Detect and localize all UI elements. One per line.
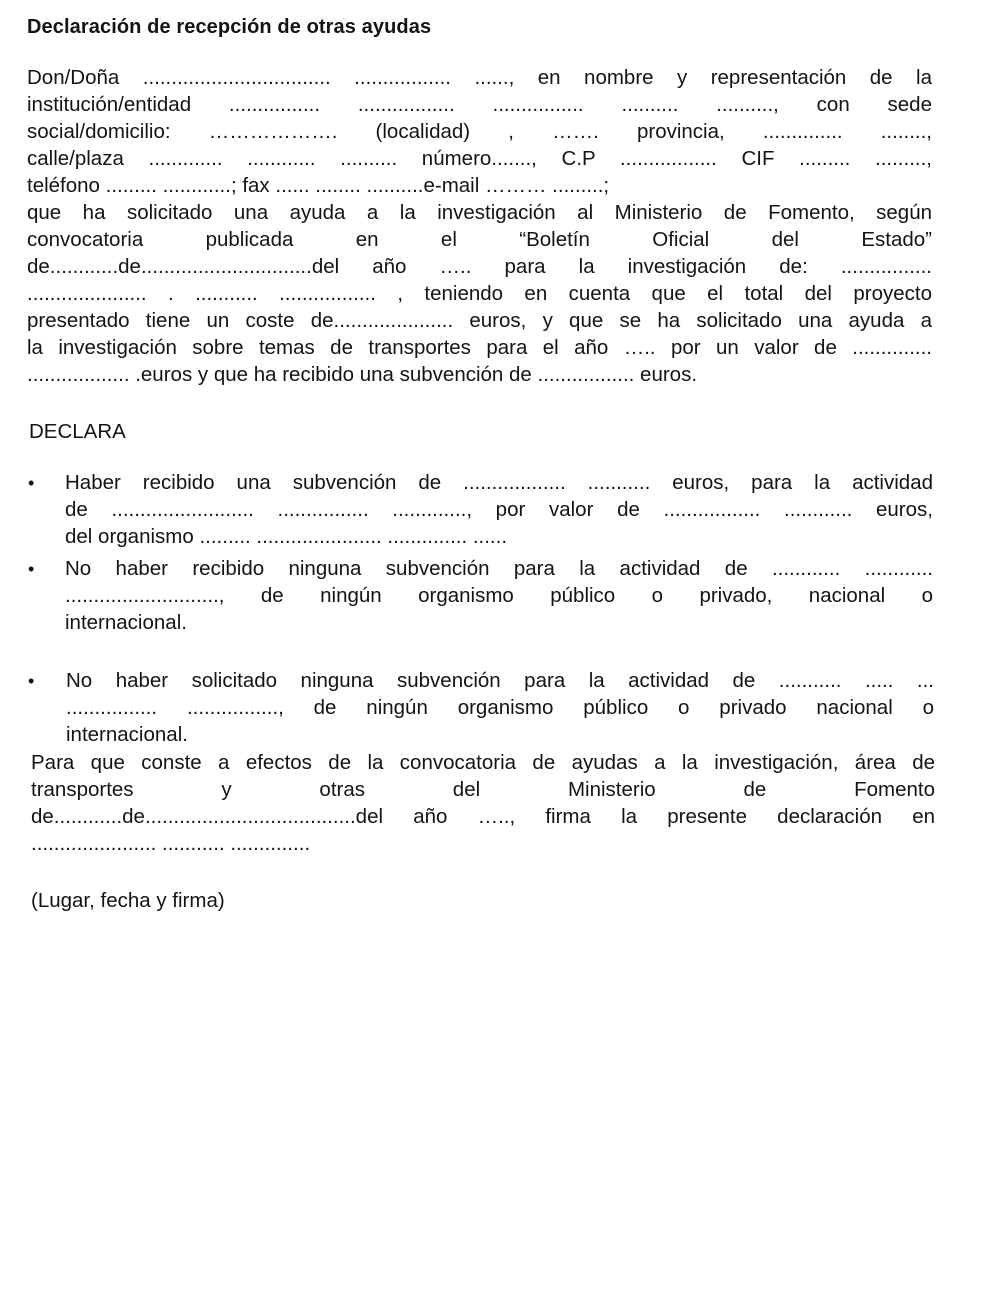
intro-line: institución/entidad ................ ................. ................ .......... .........., con sede — [27, 93, 932, 116]
intro-line: la investigación sobre temas de transportes para el año ….. por un valor de .............. — [27, 336, 932, 359]
bullet-3-line: No haber solicitado ninguna subvención para la actividad de ........... ..... ... — [66, 669, 934, 692]
closing-line: de............de.....................................del año ….., firma la presente declaración en — [31, 805, 935, 828]
bullet-3-line: internacional. — [66, 723, 188, 746]
bullet-marker: • — [28, 671, 35, 691]
intro-line: convocatoria publicada en el “Boletín Oficial del Estado” — [27, 228, 932, 251]
intro-line: ..................... . ........... ................. , teniendo en cuenta que el total del proyecto — [27, 282, 932, 305]
bullet-1-line: de ......................... ................ ............., por valor de ................. ............ euros, — [65, 498, 933, 521]
closing-line: transportes y otras del Ministerio de Fomento — [31, 778, 935, 801]
signature-placeholder: (Lugar, fecha y firma) — [31, 889, 225, 912]
bullet-3-line: ................ ................, de ningún organismo público o privado nacional o — [66, 696, 934, 719]
closing-line: ...................... ........... .............. — [31, 832, 311, 855]
intro-line: teléfono ......... ............; fax ...... ........ ..........e-mail ……… .........; — [27, 174, 610, 197]
bullet-marker: • — [28, 559, 35, 579]
bullet-1-line: del organismo ......... ...................... .............. ...... — [65, 525, 508, 548]
intro-line: social/domicilio: ………………. (localidad) , ……. provincia, .............. ........, — [27, 120, 932, 143]
intro-line: calle/plaza ............. ............ .......... número......., C.P ................. CIF ......... ........., — [27, 147, 932, 170]
intro-line: .................. .euros y que ha recibido una subvención de ................. euros. — [27, 363, 698, 386]
declara-heading: DECLARA — [29, 420, 126, 443]
document-title: Declaración de recepción de otras ayudas — [27, 16, 432, 38]
bullet-2-line: No haber recibido ninguna subvención para la actividad de ............ ............ — [65, 557, 933, 580]
intro-line: que ha solicitado una ayuda a la investigación al Ministerio de Fomento, según — [27, 201, 932, 224]
intro-line: presentado tiene un coste de..................... euros, y que se ha solicitado una ayuda a — [27, 309, 932, 332]
intro-line: de............de..............................del año ….. para la investigación de: ................ — [27, 255, 932, 278]
bullet-2-line: internacional. — [65, 611, 187, 634]
bullet-1-line: Haber recibido una subvención de .................. ........... euros, para la actividad — [65, 471, 933, 494]
intro-line: Don/Doña ................................. ................. ......, en nombre y representación de la — [27, 66, 932, 89]
closing-line: Para que conste a efectos de la convocatoria de ayudas a la investigación, área de — [31, 751, 935, 774]
bullet-marker: • — [28, 473, 35, 493]
bullet-2-line: ..........................., de ningún organismo público o privado, nacional o — [65, 584, 933, 607]
